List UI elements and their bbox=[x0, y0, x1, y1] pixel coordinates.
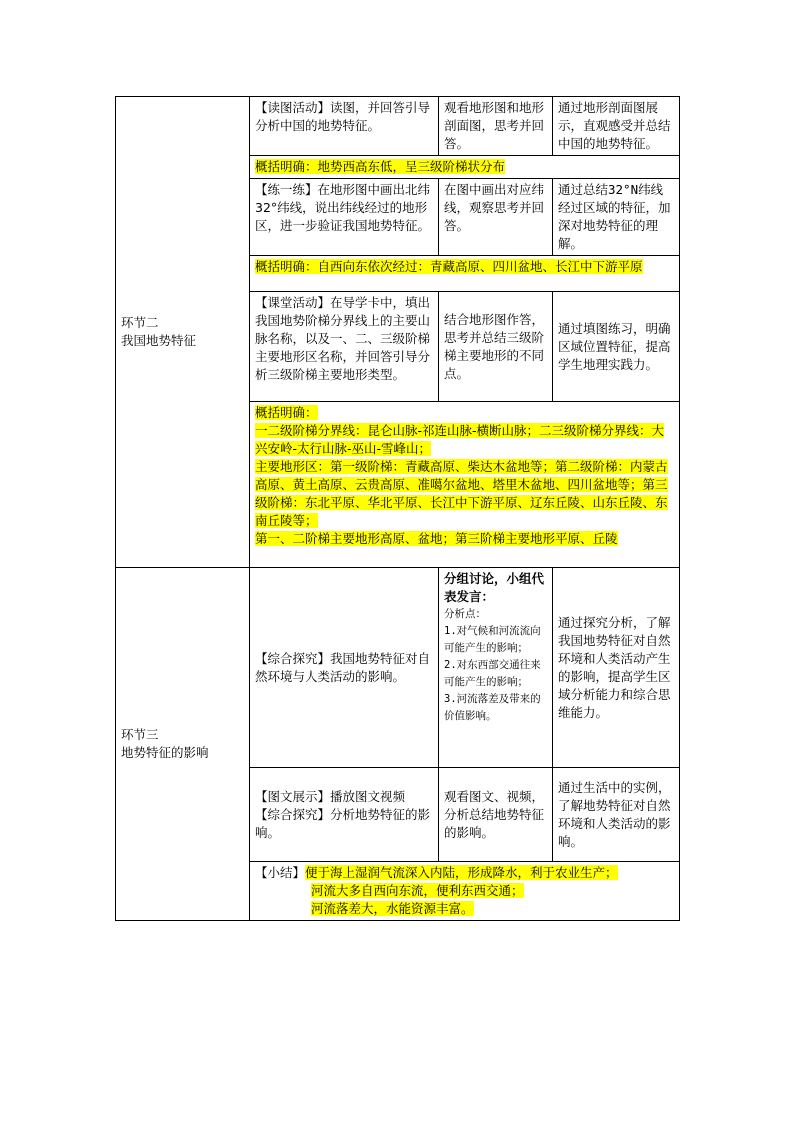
student-activity-cell: 观看地形图和地形剖面图，思考并回答。 bbox=[439, 97, 553, 156]
summary-label: 【小结】 bbox=[255, 865, 306, 880]
design-intent-cell: 通过地形剖面图展示，直观感受并总结中国的地势特征。 bbox=[553, 97, 680, 156]
teacher-activity-cell: 【读图活动】读图，并回答引导分析中国的地势特征。 bbox=[250, 97, 439, 156]
summary-cell bbox=[250, 156, 680, 179]
stage-cell bbox=[116, 568, 250, 921]
teacher-activity-line: 【图文展示】播放图文视频 bbox=[255, 788, 406, 804]
design-intent-cell: 通过总结32°N纬线经过区域的特征，加深对地势特征的理解。 bbox=[553, 179, 680, 256]
summary-title: 概括明确： bbox=[255, 405, 318, 420]
list-item: 2.对东西部交通往来可能产生的影响； bbox=[444, 659, 541, 688]
design-intent-cell: 通过探究分析，了解我国地势特征对自然环境和人类活动产生的影响，提高学生区域分析能力和综合思维能力。 bbox=[553, 568, 680, 768]
teacher-activity-cell: 【综合探究】我国地势特征对自然环境与人类活动的影响。 bbox=[250, 568, 439, 768]
summary-boundary-text: 一二级阶梯分界线：昆仑山脉-祁连山脉-横断山脉；二三级阶梯分界线：大兴安岭-太行山脉-巫山-雪峰山； bbox=[255, 423, 665, 456]
summary-line: 河流落差大，水能资源丰富。 bbox=[311, 901, 474, 916]
list-item: 1.对气候和河流流向可能产生的影响； bbox=[444, 625, 541, 654]
table-row bbox=[116, 568, 680, 768]
stage-label: 环节二 bbox=[121, 315, 159, 330]
stage-title: 我国地势特征 bbox=[121, 333, 197, 348]
summary-cell bbox=[250, 402, 680, 568]
stage-title: 地势特征的影响 bbox=[121, 745, 209, 760]
teacher-activity-cell: 【课堂活动】在导学卡中，填出我国地势阶梯分界线上的主要山脉名称，以及一、二、三级阶梯主要地形区名称，并回答引导分析三级阶梯主要地形类型。 bbox=[250, 292, 439, 402]
teacher-activity-cell: 【练一练】在地形图中画出北纬32°纬线，说出纬线经过的地形区，进一步验证我国地势特征。 bbox=[250, 179, 439, 256]
lesson-plan-table bbox=[115, 96, 680, 921]
summary-text: 概括明确：自西向东依次经过：青藏高原、四川盆地、长江中下游平原 bbox=[255, 259, 643, 274]
summary-text: 概括明确：地势西高东低，呈三级阶梯状分布 bbox=[255, 159, 506, 174]
summary-cell bbox=[250, 256, 680, 292]
student-activity-cell: 在图中画出对应纬线，观察思考并回答。 bbox=[439, 179, 553, 256]
stage-cell bbox=[116, 97, 250, 568]
table-row bbox=[116, 97, 680, 156]
student-activity-title: 分组讨论，小组代表发言： bbox=[444, 571, 545, 604]
summary-line: 河流大多自西向东流，便利东西交通； bbox=[311, 883, 524, 898]
list-item: 分析点： bbox=[444, 608, 486, 620]
list-item: 3.河流落差及带来的价值影响。 bbox=[444, 693, 541, 722]
summary-conclusion-text: 第一、二阶梯主要地形高原、盆地；第三阶梯主要地形平原、丘陵 bbox=[255, 531, 618, 546]
student-activity-cell: 结合地形图作答，思考并总结三级阶梯主要地形的不同点。 bbox=[439, 292, 553, 402]
student-activity-cell bbox=[439, 568, 553, 768]
teacher-activity-cell bbox=[250, 768, 439, 862]
stage-label: 环节三 bbox=[121, 727, 159, 742]
summary-landform-text: 主要地形区：第一级阶梯：青藏高原、柴达木盆地等；第二级阶梯：内蒙古高原、黄土高原、云贵高原、准噶尔盆地、塔里木盆地、四川盆地等；第三级阶梯：东北平原、华北平原、长江中下游平原、辽东丘陵、山东丘陵、东南丘陵等； bbox=[255, 459, 668, 528]
summary-line: 便于海上湿润气流深入内陆，形成降水，利于农业生产； bbox=[305, 865, 618, 880]
summary-cell bbox=[250, 862, 680, 921]
design-intent-cell: 通过填图练习，明确区域位置特征，提高学生地理实践力。 bbox=[553, 292, 680, 402]
teacher-activity-line: 【综合探究】分析地势特征的影响。 bbox=[255, 806, 431, 840]
student-activity-cell: 观看图文、视频，分析总结地势特征的影响。 bbox=[439, 768, 553, 862]
design-intent-cell: 通过生活中的实例，了解地势特征对自然环境和人类活动的影响。 bbox=[553, 768, 680, 862]
